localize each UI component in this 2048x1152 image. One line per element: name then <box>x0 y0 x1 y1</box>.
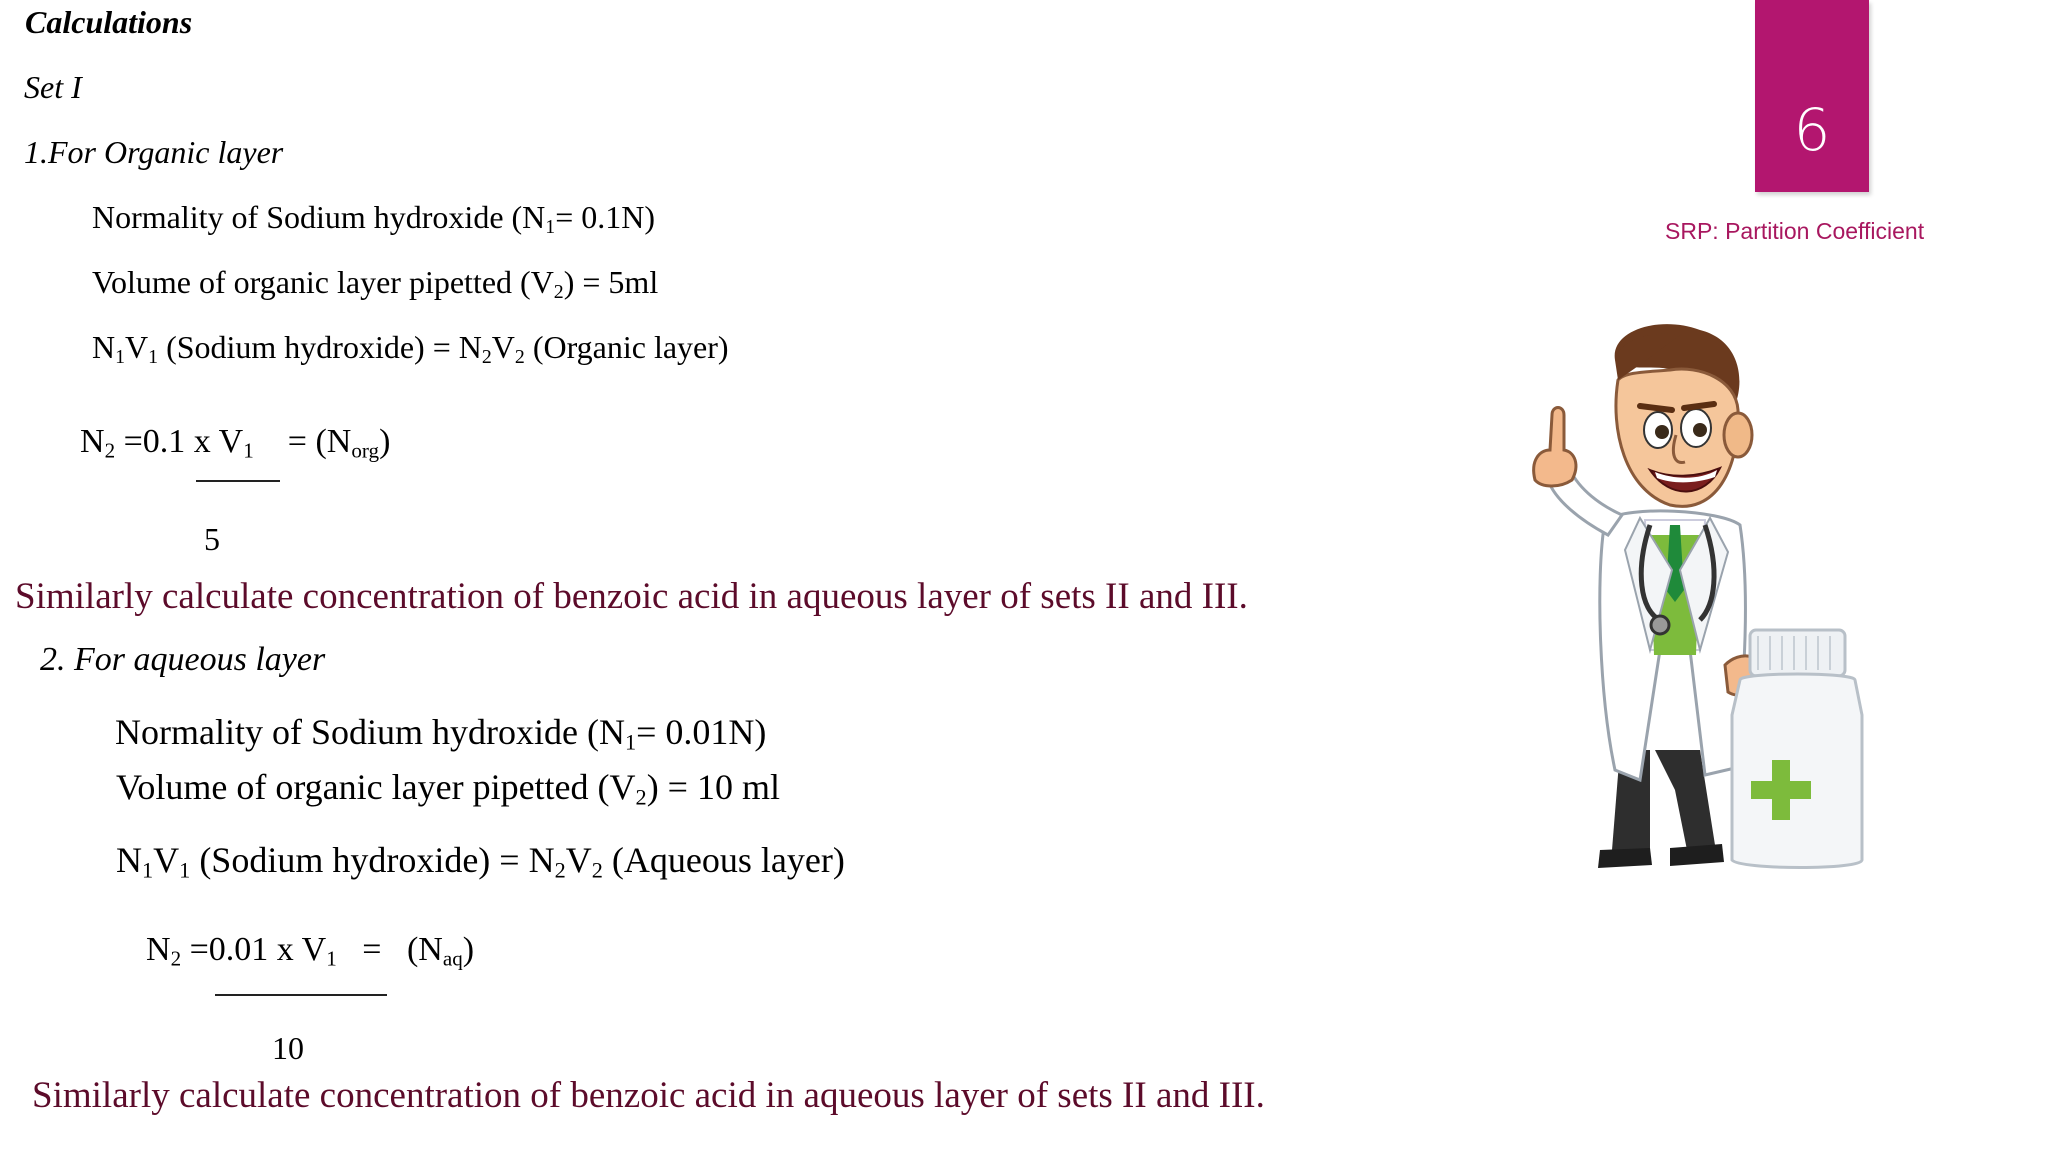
aqueous-formula-result: (N <box>406 931 443 968</box>
organic-volume-prefix: Volume of organic layer pipetted (V <box>92 264 554 300</box>
set-label: Set I <box>24 69 82 105</box>
similarly-note-1: Similarly calculate concentration of benzoic acid in aqueous layer of sets II and III. <box>15 576 1248 617</box>
organic-volume-value: ) = 5ml <box>563 264 659 300</box>
similarly-note-2: Similarly calculate concentration of benzoic acid in aqueous layer of sets II and III. <box>32 1075 1265 1116</box>
organic-formula-numerator: =0.1 x V <box>123 423 244 460</box>
aqueous-formula-equals: = <box>362 931 382 968</box>
organic-equation-line: $N_1V_1$ (Sodium hydroxide) = $N_2V_2$ (Organic layer) <box>92 329 729 368</box>
organic-formula-result-sub: org <box>351 438 380 463</box>
aqueous-formula: $N_2 =0.01$ x $V_1$ = $(N_{aq})$ <box>146 931 475 971</box>
aqueous-volume-value: ) = 10 ml <box>646 767 780 807</box>
organic-normality-line: Normality of Sodium hydroxide $(N_1= 0.1N)$ <box>92 199 656 238</box>
organic-formula-denominator: 5 <box>204 521 220 557</box>
organic-formula-result: = (N <box>287 423 352 460</box>
slide-footer: SRP: Partition Coefficient <box>1665 218 1925 244</box>
organic-equation-reagent: (Sodium hydroxide) = N <box>166 329 482 365</box>
organic-formula-lhs: N <box>80 423 105 460</box>
aqueous-volume-line: Volume of organic layer pipetted $(V_2) = 10$ ml <box>116 767 780 810</box>
organic-layer-title: 1.For Organic layer <box>24 134 284 170</box>
aqueous-fraction-bar <box>215 994 387 996</box>
organic-fraction-bar <box>196 480 280 482</box>
aqueous-formula-numerator: =0.01 x V <box>189 931 327 968</box>
doctor-with-medicine-bottle-icon <box>1500 320 1900 880</box>
aqueous-formula-denominator: 10 <box>272 1030 304 1066</box>
aqueous-normality-value: = 0.01N) <box>636 712 767 752</box>
aqueous-formula-result-sub: aq <box>442 946 463 971</box>
organic-equation-layer: (Organic layer) <box>532 329 729 365</box>
calculations-heading: Calculations <box>25 4 193 40</box>
aqueous-volume-prefix: Volume of organic layer pipetted (V <box>116 767 636 807</box>
slide-number-badge <box>1755 0 1869 192</box>
organic-normality-value: = 0.1N) <box>555 199 656 235</box>
aqueous-formula-lhs: N <box>146 931 171 968</box>
aqueous-layer-title: 2. For aqueous layer <box>40 641 326 678</box>
aqueous-equation-layer: (Aqueous layer) <box>611 840 845 880</box>
aqueous-normality-prefix: Normality of Sodium hydroxide (N <box>115 712 625 752</box>
organic-formula: $N_2 =0.1$ x $V_1$ = $(N_{org})$ <box>80 423 391 463</box>
aqueous-equation-reagent: (Sodium hydroxide) = N <box>199 840 555 880</box>
aqueous-normality-line: Normality of Sodium hydroxide $(N_1= 0.01N)$ <box>115 712 767 755</box>
slide-number: 6 <box>1793 96 1831 164</box>
aqueous-equation-line: $N_1V_1$ (Sodium hydroxide) = $N_2V_2$ (Aqueous layer) <box>116 840 845 883</box>
organic-normality-prefix: Normality of Sodium hydroxide (N <box>92 199 546 235</box>
organic-volume-line: Volume of organic layer pipetted $(V_2) = 5ml$ <box>92 264 659 303</box>
